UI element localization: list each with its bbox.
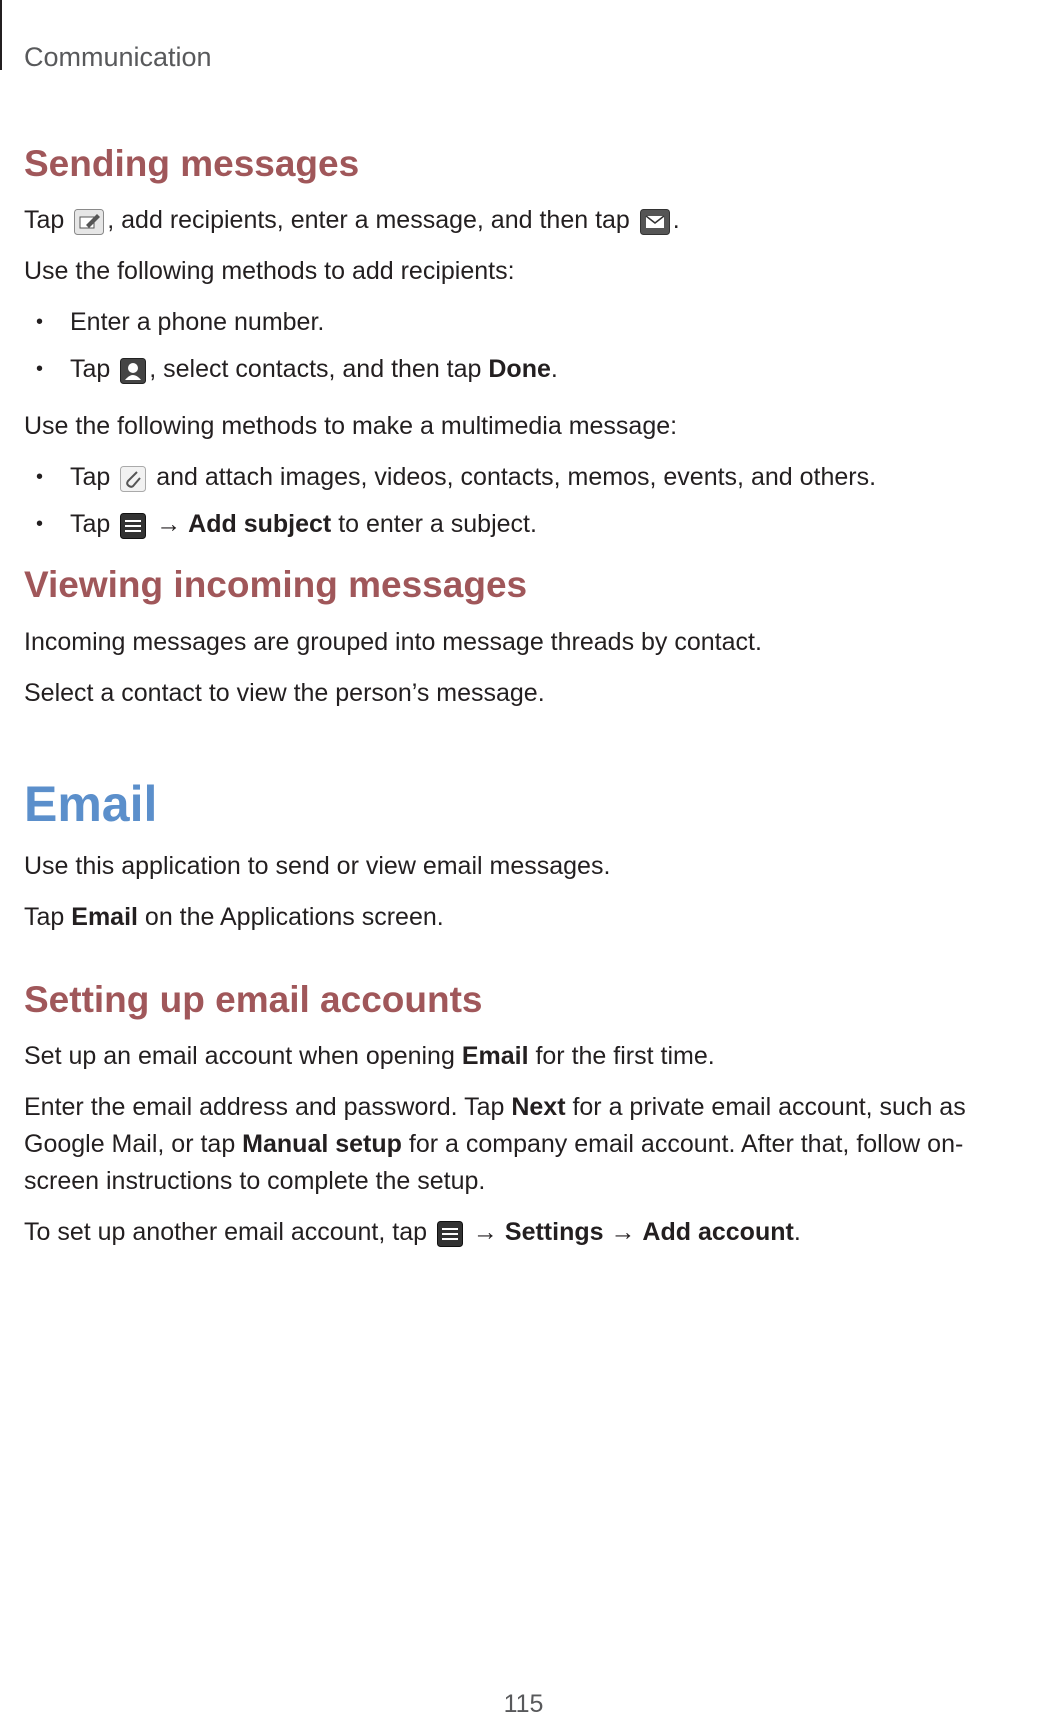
list-item: • Enter a phone number. [36,308,325,337]
viewing-p1: Incoming messages are grouped into message threads by contact. [24,627,762,656]
multimedia-methods-intro: Use the following methods to make a multimedia message: [24,412,678,441]
heading-setting-up-email: Setting up email accounts [24,978,483,1020]
recipients-list [24,304,1034,388]
menu-icon [437,1221,463,1247]
viewing-p2: Select a contact to view the person’s message. [24,678,545,707]
send-icon [640,209,670,235]
contacts-icon [120,358,146,384]
running-header: Communication [24,42,212,72]
list-item: • Tap , select contacts, and then tap Done. [36,355,558,384]
email-p2: Tap Email on the Applications screen. [24,902,444,931]
page-number: 115 [503,1690,544,1718]
page-edge-line [0,0,2,70]
multimedia-list [24,459,1034,543]
setup-p2: Enter the email address and password. Tap Next for a private email account, such as Google Mail, or tap Manual setup for a company email account. After that, follow on-screen instructions to complete the setup. [24,1093,966,1196]
list-item: • Tap and attach images, videos, contacts, memos, events, and others. [36,463,877,492]
heading-viewing-incoming: Viewing incoming messages [24,564,528,606]
recipients-methods-intro: Use the following methods to add recipients: [24,257,515,286]
page-content [24,142,1034,1265]
heading-email: Email [24,775,158,832]
setup-p3: To set up another email account, tap → Settings → Add account. [24,1218,801,1247]
attach-icon [120,466,146,492]
setup-p1: Set up an email account when opening Email for the first time. [24,1042,715,1071]
menu-icon [120,513,146,539]
sending-intro: Tap , add recipients, enter a message, and then tap . [24,206,680,235]
email-p1: Use this application to send or view email messages. [24,851,611,880]
list-item: • Tap → Add subject to enter a subject. [36,510,537,539]
heading-sending-messages: Sending messages [24,143,360,184]
compose-icon [74,209,104,235]
